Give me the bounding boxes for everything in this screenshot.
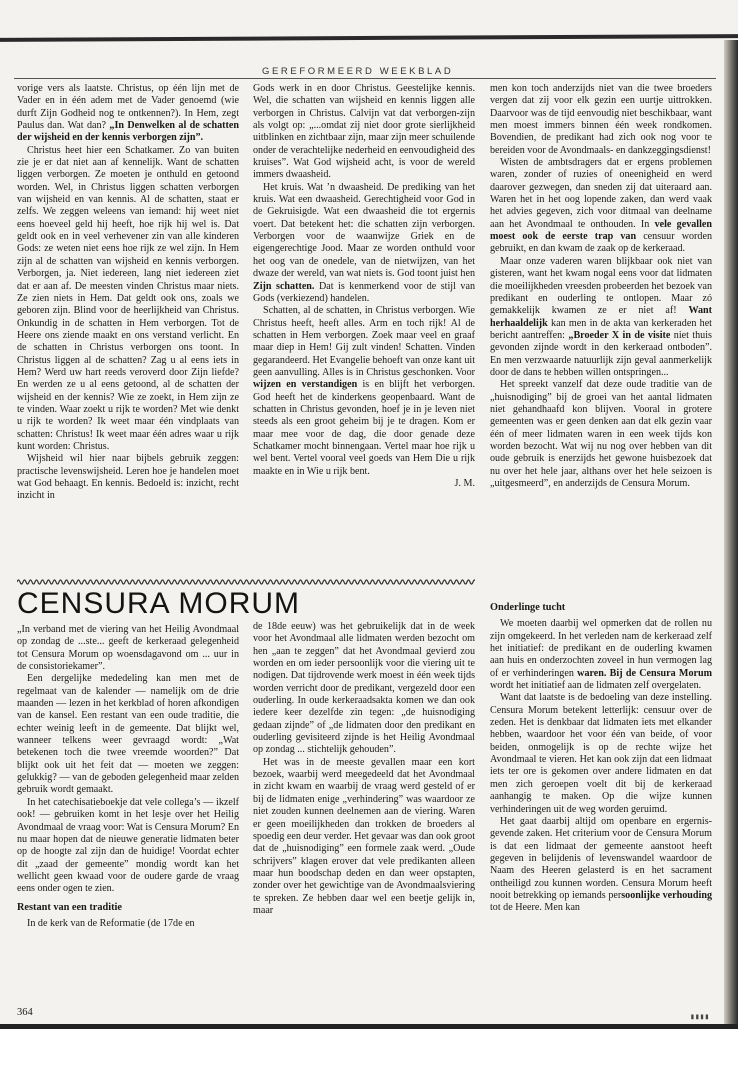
- paragraph: vorige vers als laatste. Christus, op één lijn met de Vader en in één adem met de Vader genoemd (wie durft Zijn Godheid nog te ontkennen?). In Hem, zegt Paulus dan. Wat dan? „In Denwelken al de schatten der wijsheid en der kennis verborgen zijn”.: [17, 83, 239, 144]
- paragraph: Het gaat daarbij altijd om openbare en ergernis-gevende zaken. Het criterium voor de Censura Morum is dat een lidmaat der gemeente aanstoot heeft gegeven in belijdenis of levenswandel waardoor de Naam des Heeren gelasterd is en het sacrament ontheiligd zou kunnen worden. Censura Morum heeft nooit betrekking op iemands persoonlijke verhouding tot de Heere. Men kan: [490, 815, 712, 914]
- article-column-3: [490, 83, 712, 589]
- emphasis: „Broeder X in de visite: [568, 329, 671, 341]
- header-rule: [14, 78, 716, 79]
- emphasis: wijzen en verstandigen: [253, 379, 358, 391]
- emphasis: Zijn schatten.: [253, 280, 315, 292]
- paragraph: Wisten de ambtsdragers dat er ergens problemen waren, zonder of ruzies of oneenigheid en werd daarover gezwegen, dan sneden zij dat uiteraard aan. Waren het in het oog lopende zaken, dan werd vaak het advies gegeven, zich voor ditmaal van deelname aan het Avondmaal te onthouden. In vele gevallen moest ook de eerste trap van censuur worden gebruikt, en dan kwam de zaak op de kerkeraad.: [490, 157, 712, 255]
- paragraph: Gods werk in en door Christus. Geestelijke kennis. Wel, die schatten van wijsheid en kennis liggen alle verborgen in Christus. Calvijn vat dat verborgen-zijn als volgt op: „...omdat zij niet door grote sierlijkheid uitblinken en zichtbaar zijn, maar zijn meer schuilende onder de verachtelijke nederheid en eenvoudigheid des kruises”. Wat God wijsheid acht, is voor de wereld immers dwaasheid.: [253, 83, 475, 181]
- emphasis: Want herhaaldelijk: [490, 305, 712, 329]
- censura-column-2: [253, 621, 475, 999]
- paragraph: Maar onze vaderen waren blijkbaar ook niet van gisteren, want het kwam nogal eens voor dat lidmaten die moeilijkheden vreesden probeerden het bezoek van predikant en ouderling te ontlopen. Maar zó gemakkelijk kwamen ze er niet af! Want herhaaldelijk kan men in de akta van kerkeraden het bericht aantreffen: „Broeder X in de visite niet thuis gevonden zijnde wordt in den kerkeraad ontboden”. En men verzwaarde natuurlijk zijn geval aanmerkelijk door de dans te hebben willen ontspringen...: [490, 255, 712, 378]
- paragraph: Wijsheid wil hier naar bijbels gebruik zeggen: practische levenswijsheid. Leren hoe je handelen moet wat God behaagt. En kennis. Bedoeld is: inzicht, recht inzicht in: [17, 453, 239, 502]
- paragraph: Een dergelijke mededeling kan men met de regelmaat van de kalender — namelijk om de drie maanden — lezen in het kerkblad of horen afkondigen van de kansel. Een restant van een oude traditie, die echter weinig leeft in de gemeente. Dat blijkt wel, wanneer telkens weer gevraagd wordt: „Wat betekenen toch die twee vreemde woorden?” Dat blijkt ook uit het feit dat — moeten we zeggen: gelukkig? — van de geboden gelegenheid maar zelden gebruik wordt gemaakt.: [17, 673, 239, 796]
- paragraph: We moeten daarbij wel opmerken dat de rollen nu zijn omgekeerd. In het verleden nam de kerkeraad zelf het initiatief: de predikant en de ouderling kwamen aan huis en onderzochten zoveel in hun vermogen lag of er verhinderingen waren. Bij de Censura Morum wordt het initiatief aan de lidmaten zelf overgelaten.: [490, 618, 712, 692]
- article-column-2: [253, 83, 475, 579]
- emphasis: soonlijke verhouding: [621, 889, 712, 901]
- paragraph: men kon toch anderzijds niet van die twee broeders vergen dat zij voor elk gezin een uurtje uittrokken. Daarvoor was de tijd eenvoudig niet beschikbaar, want men moest immers binnen één week rondkomen. Bovendien, de predikant had zich ook nog voor te bereiden voor de Avondmaals- en dankzeggingsdienst!: [490, 83, 712, 156]
- emphasis: „In Denwelken al de schatten der wijsheid en der kennis verborgen zijn”.: [17, 120, 239, 144]
- paragraph: In de kerk van de Reformatie (de 17de en: [27, 917, 195, 929]
- scan-top-edge: [0, 34, 738, 42]
- paragraph: Het kruis. Wat ’n dwaasheid. De prediking van het kruis. Wat een dwaasheid. Gerechtigheid voor God in de Gekruisigde. Wat een dwaasheid die tot ergernis voert. Dat betekent het: die schatten zijn verborgen. Verborgen voor de waanwijze Griek en de eigengerechtige Jood. Maar ze worden onthuld voor het oog van de onedele, van de nietwijzen, van het dwaze der wereld, van wat niets is. God toont juist hen Zijn schatten. Dat is kenmerkend voor de stijl van Gods (verkiezend) handelen.: [253, 181, 475, 304]
- paragraph: de 18de eeuw) was het gebruikelijk dat in de week voor het Avondmaal alle lidmaten werden bezocht om hen „aan te zeggen” dat het Avondmaal gevierd zou worden en om ieder persoonlijk voor die viering uit te nodigen. Dat tijdrovende werk moest in één week tijds worden verricht door de predikant, vergezeld door een ouderling. In oude kerkeraadsakta komen we dan ook iedere keer dezelfde zin tegen: „de huisnodiging gedaan zijnde” of „de lidmaten door den predikant en ouderling gevisiteerd zijnde is het Heilig Avondmaal op zondag ... stichtelijk gehouden”.: [253, 621, 475, 756]
- paragraph: Schatten, al de schatten, in Christus verborgen. Wie Christus heeft, heeft alles. Arm en toch rijk! Al de schatten in Hem verborgen. Zoek maar veel en graaf maar diep in Hem! Gij zult vinden! Schatten. Vinden gegarandeerd. Het Evangelie behoeft van onze kant uit geen aanvulling. Alles is in Christus geschonken. Voor wijzen en verstandigen is en blijft het verborgen. God heeft het de kinderkens geopenbaard. Want de schatten in Christus gevonden, hoef je in je leven niet steeds als een groot geheim bij je te dragen. Kom er maar mee voor de dag, die door genade deze Schatkamer mocht binnengaan. Vertel maar hoe rijk u wel bent. Vertel vooral veel goeds van Hem Die u rijk maakte en in Wie u rijk bent.: [253, 305, 475, 477]
- paragraph: Want dat laatste is de bedoeling van deze instelling. Censura Morum betekent letterlijk: censuur over de zeden. Het is denkbaar dat lidmaten iets met elkander hebben, waardoor het voor één van beide, of voor beiden, onmogelijk is op de rechte wijze het Avondmaal te vieren. Het kan ook zijn dat een lidmaat iets ter ore is gekomen over andere lidmaten en dat men zich geroepen voelt dit bij de kerkeraad aanhangig te maken. Op die wijze kunnen verhinderingen uit de weg worden geruimd.: [490, 692, 712, 815]
- scan-right-edge: [724, 40, 738, 1030]
- article-column-1: [17, 83, 239, 558]
- censura-column-3: [490, 596, 712, 1002]
- emphasis: vele gevallen moest ook de eerste trap van: [490, 218, 712, 243]
- censura-column-1: [17, 624, 239, 999]
- subheading: Onderlinge tucht: [490, 602, 566, 613]
- running-head: GEREFORMEERD WEEKBLAD: [262, 66, 454, 77]
- page-number: 364: [17, 1007, 33, 1018]
- paragraph: In het catechisatieboekje dat vele collega’s — ikzelf ook! — gebruiken komt in het lesje over het Heilig Avondmaal de vraag voor: Wat is Censura Morum? En nu maar hopen dat de nieuwe generatie lidmaten beter op de hoogte zal zijn dan de huidige! Voordat echter dit „zaad der gemeente” mondig wordt kan het wellicht geen kwaad voor de oudere garde de vraag eens onder ogen te zien.: [17, 796, 239, 895]
- emphasis: waren. Bij de Censura Morum: [577, 667, 712, 679]
- scan-mark: ▮▮▮▮: [690, 1012, 710, 1021]
- scan-bottom-edge: [0, 1024, 738, 1068]
- paragraph: Het was in de meeste gevallen maar een kort bezoek, waarbij werd meegedeeld dat het Avondmaal in zicht kwam en waarbij de vraag werd gesteld of er bij de lidmaten enige „verhindering” was waardoor ze niet zouden kunnen deelnemen aan de viering. Waren er geen moeilijkheden dan trokken de broeders al spoedig een deur verder. Het gevaar was dan ook groot dat de „huisnodiging” een formele zaak werd. „Oude schrijvers” klagen erover dat vele predikanten alleen maar hun boodschap deden en dan weer opstapten, zonder over het gewichtige van de Avondmaalsviering te spreken. Ze hebben daar wel een beetje gelijk in, maar: [253, 756, 475, 916]
- author-signature: J. M.: [454, 478, 475, 489]
- paragraph: Christus heet hier een Schatkamer. Zo van buiten zie je er dat niet aan af kennelijk. Want de schatten liggen verborgen. Ze moeten je onthuld en getoond worden. Wel, in Christus liggen schatten verborgen van wijsheid en van kennis. Al de schatten, staat er zelfs. We zeggen weleens van iemand: hij weet niet eens hoeveel geld hij heeft, hoe rijk hij wel is. Dat geldt ook en in veel verhevener zin van alle kinderen Gods: ze weten niet eens hoe rijk ze wel zijn. In Hem zijn al de schatten van wijsheid en kennis verborgen. Verborgen, ja. Niet iedereen, lang niet iedereen ziet dat er aan af. De meesten vinden Christus maar niets. Ze zien niets in Hem. Dat geldt ook ons, zoals we geboren zijn. Blind voor de heerlijkheid van Christus. Onkundig in de schatten in Hem verborgen. Tot de Heere ons ziende maakt en ons verstand verlicht. En de schatten in Christus verborgen ons toont. In Christus liggen al de schatten? Zag u al eens iets in Hem? Werd uw hart reeds veroverd door Zijn liefde? En werden ze u al eens getoond, al de schatten der wijsheid en der kennis? Wie ze zoekt, in Hem zijn ze te vinden. Waar zoekt u rijk te worden? Met wie denkt u rijk te worden? Ik weet maar één vindplaats van schatten: Christus! Ik weet maar één adres waar u rijk kunt worden: Christus.: [17, 144, 239, 452]
- subheading: Restant van een traditie: [17, 901, 122, 913]
- section-title: CENSURA MORUM: [17, 587, 301, 620]
- paragraph: „In verband met de viering van het Heilig Avondmaal op zondag de ...ste... geeft de kerkeraad gelegenheid tot Censura Morum op woensdagavond om ... uur in de consistoriekamer”.: [17, 624, 239, 673]
- paragraph: Het spreekt vanzelf dat deze oude traditie van de „huisnodiging” bij de groei van het aantal lidmaten niet gehandhaafd kon blijven. Vooral in grotere gemeenten was er geen denken aan dat elk gezin vaar één of meer lidmaten waren in een week tijds kon worden bezocht. Wat wij nu nog over hebben van dit oude gebruik is enerzijds het gewone huisbezoek dat nu over het hele jaar, althans over het hele seizoen is „uitgesmeerd”, en anderzijds de Censura Morum.: [490, 379, 712, 489]
